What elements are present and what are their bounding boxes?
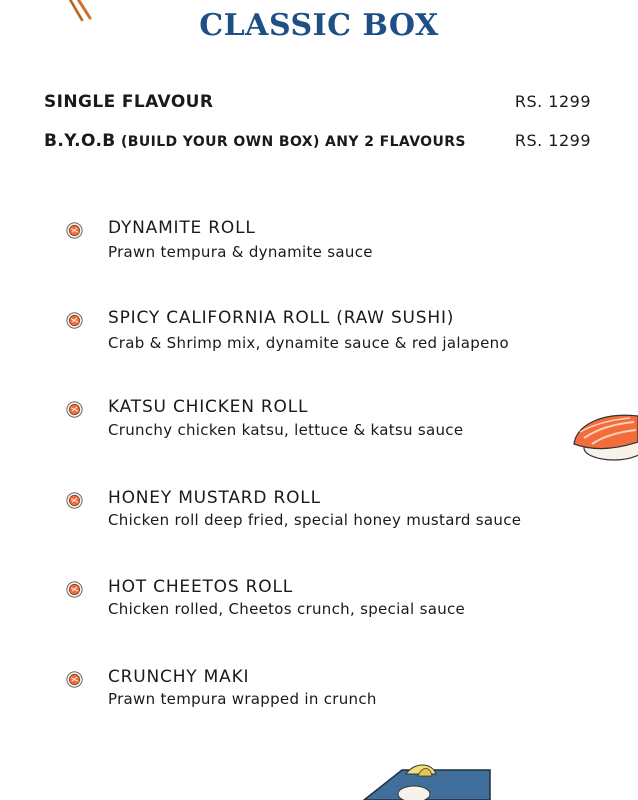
menu-item-desc: Chicken rolled, Cheetos crunch, special sauce bbox=[108, 600, 466, 618]
price-row-single bbox=[44, 92, 591, 112]
price-label: B.Y.O.B (BUILD YOUR OWN BOX) ANY 2 FLAVOURS bbox=[44, 131, 466, 151]
salmon-nigiri-icon bbox=[570, 408, 638, 464]
price-row-byob bbox=[44, 131, 591, 151]
price-label: SINGLE FLAVOUR bbox=[44, 92, 214, 112]
price-value: RS. 1299 bbox=[514, 92, 591, 111]
menu-item-desc: Prawn tempura & dynamite sauce bbox=[108, 243, 373, 261]
sushi-roll-icon bbox=[66, 671, 83, 688]
sushi-plate-icon bbox=[362, 760, 492, 800]
menu-item-name: CRUNCHY MAKI bbox=[108, 667, 250, 687]
menu-item-desc: Crunchy chicken katsu, lettuce & katsu sauce bbox=[108, 421, 464, 439]
menu-item-name: SPICY CALIFORNIA ROLL (RAW SUSHI) bbox=[108, 308, 455, 328]
menu-item-name: HOT CHEETOS ROLL bbox=[108, 577, 293, 597]
menu-item-name: DYNAMITE ROLL bbox=[108, 218, 256, 238]
sushi-roll-icon bbox=[66, 581, 83, 598]
sushi-roll-icon bbox=[66, 312, 83, 329]
sushi-roll-icon bbox=[66, 401, 83, 418]
menu-item-desc: Crab & Shrimp mix, dynamite sauce & red jalapeno bbox=[108, 334, 509, 352]
menu-item-desc: Prawn tempura wrapped in crunch bbox=[108, 690, 377, 708]
menu-item-desc: Chicken roll deep fried, special honey mustard sauce bbox=[108, 511, 522, 529]
menu-item-name: HONEY MUSTARD ROLL bbox=[108, 488, 321, 508]
menu-item-name: KATSU CHICKEN ROLL bbox=[108, 397, 309, 417]
sushi-roll-icon bbox=[66, 222, 83, 239]
page-title: CLASSIC BOX bbox=[199, 8, 439, 43]
price-value: RS. 1299 bbox=[514, 131, 591, 150]
sushi-roll-icon bbox=[66, 492, 83, 509]
